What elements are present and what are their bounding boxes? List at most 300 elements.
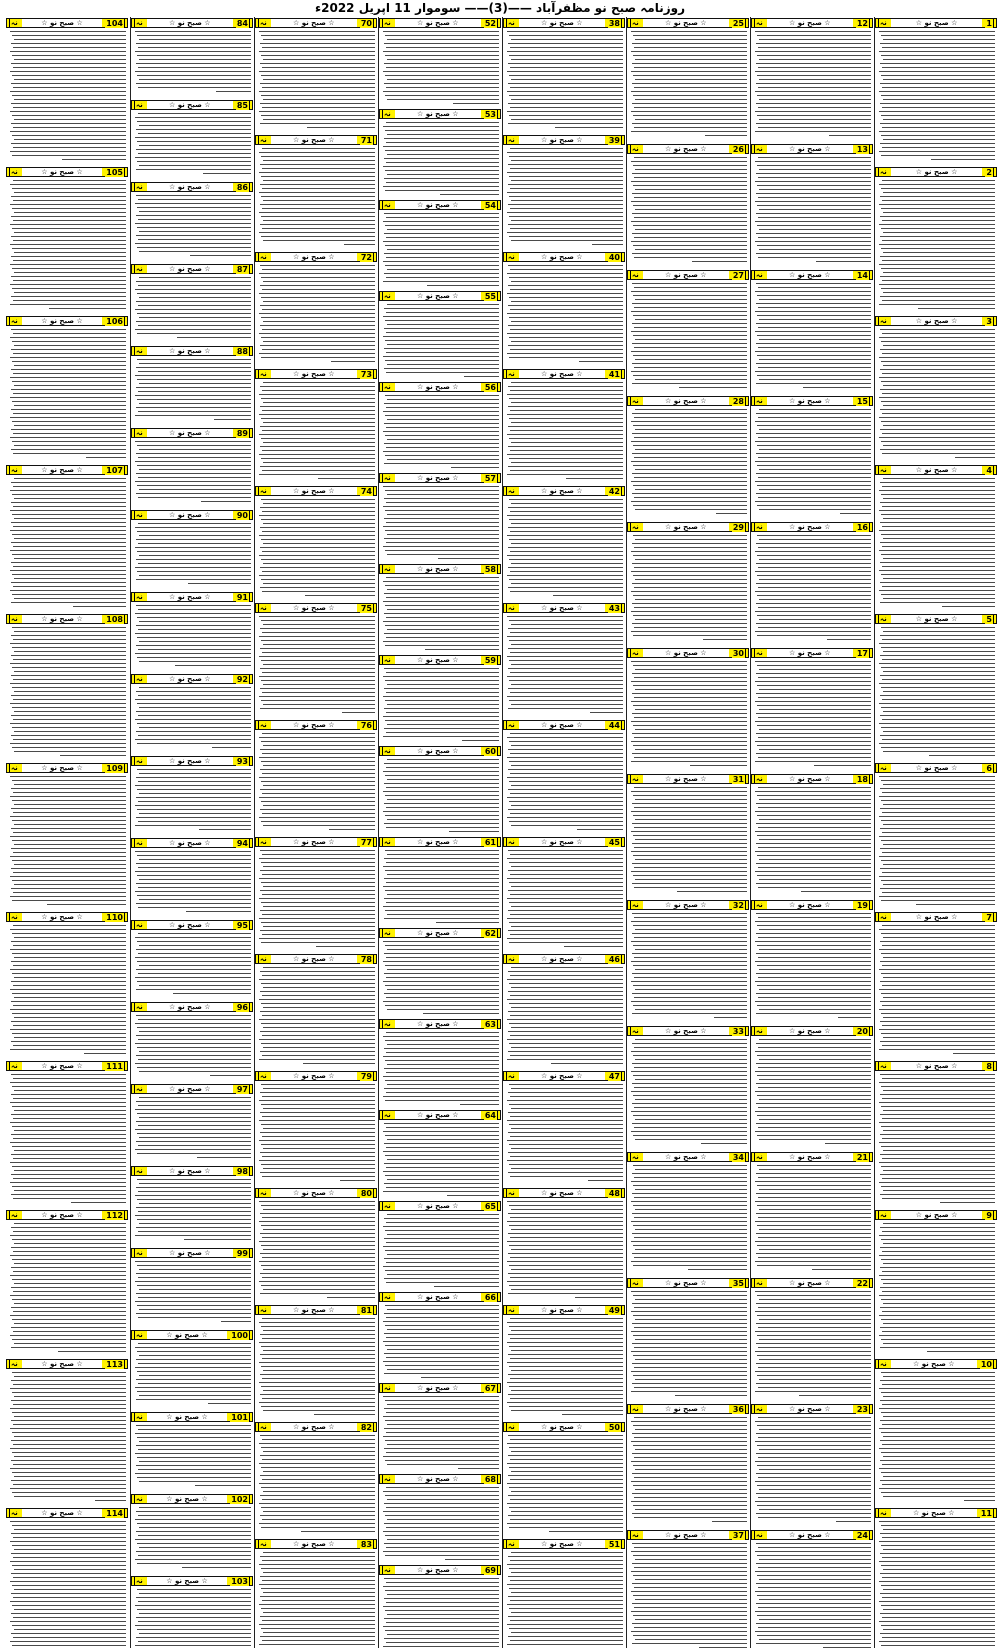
- text-line: [881, 647, 995, 648]
- text-line: [262, 329, 375, 330]
- notice-number: 107: [106, 465, 123, 475]
- notice-block: [503, 18, 625, 134]
- text-line: [221, 1321, 251, 1322]
- text-line: [386, 957, 499, 958]
- text-line: [508, 567, 623, 568]
- text-line: [135, 1215, 251, 1216]
- text-line: [758, 1627, 871, 1628]
- text-line: [882, 1251, 995, 1252]
- notice-number: 57: [484, 473, 496, 483]
- notice-header-label: ☆ صبح نو ☆: [643, 901, 729, 909]
- text-line: [263, 765, 375, 766]
- text-line: [387, 1444, 499, 1445]
- text-line: [507, 676, 623, 677]
- text-line: [386, 1622, 499, 1623]
- text-line: [703, 639, 747, 640]
- text-line: [138, 1019, 251, 1020]
- text-line: [260, 224, 375, 225]
- text-line: [10, 836, 126, 837]
- text-line: [756, 1103, 871, 1104]
- text-line: [635, 59, 747, 60]
- notice-text-lines: [255, 848, 377, 950]
- text-line: [758, 87, 871, 88]
- text-line: [138, 87, 251, 88]
- text-line: [14, 445, 126, 446]
- text-line: [759, 1509, 871, 1510]
- text-line: [881, 135, 995, 136]
- text-line: [716, 513, 747, 514]
- text-line: [13, 639, 126, 640]
- text-line: [510, 1580, 623, 1581]
- text-line: [10, 184, 126, 185]
- text-line: [262, 1116, 375, 1117]
- text-line: [263, 1330, 375, 1331]
- text-line: [383, 771, 499, 772]
- text-line: [511, 1330, 623, 1331]
- text-line: [509, 882, 623, 883]
- text-line: [135, 1347, 251, 1348]
- text-line: [756, 123, 871, 124]
- text-line: [881, 1013, 995, 1014]
- text-line: [756, 43, 871, 44]
- text-line: [882, 1098, 995, 1099]
- notice-header: [131, 1248, 253, 1258]
- notice-header: [255, 837, 377, 847]
- text-line: [11, 888, 126, 889]
- text-line: [757, 925, 871, 926]
- text-line: [879, 357, 995, 358]
- text-line: [879, 1581, 995, 1582]
- notice-header: [751, 648, 873, 658]
- text-line: [135, 1453, 251, 1454]
- text-line: [632, 1103, 747, 1104]
- text-line: [880, 522, 995, 523]
- notice-header-label: ☆ صبح نو ☆: [643, 145, 729, 153]
- col-5: [378, 17, 501, 1648]
- text-line: [263, 321, 375, 322]
- text-line: [757, 1335, 871, 1336]
- text-line: [759, 969, 871, 970]
- text-line: [509, 317, 623, 318]
- text-line: [631, 421, 747, 422]
- notice-block: [6, 316, 128, 464]
- text-line: [632, 1453, 747, 1454]
- text-line: [511, 119, 623, 120]
- text-line: [383, 981, 499, 982]
- notice-block: [6, 1210, 128, 1358]
- text-line: [12, 780, 126, 781]
- text-line: [880, 349, 995, 350]
- text-line: [631, 831, 747, 832]
- text-line: [633, 635, 747, 636]
- text-line: [881, 361, 995, 362]
- text-line: [385, 75, 499, 76]
- text-line: [631, 1071, 747, 1072]
- text-line: [136, 1121, 251, 1122]
- notice-number: 81: [360, 1305, 372, 1315]
- text-line: [881, 1186, 995, 1187]
- text-line: [188, 583, 251, 584]
- text-line: [757, 1095, 871, 1096]
- text-line: [14, 99, 126, 100]
- text-line: [11, 429, 126, 430]
- text-line: [633, 355, 747, 356]
- text-line: [635, 379, 747, 380]
- text-line: [757, 1075, 871, 1076]
- text-line: [263, 886, 375, 887]
- text-line: [880, 1480, 995, 1481]
- text-line: [260, 527, 375, 528]
- text-line: [879, 570, 995, 571]
- text-line: [262, 1560, 375, 1561]
- text-line: [385, 1135, 499, 1136]
- notice-block: [379, 1474, 501, 1564]
- text-line: [507, 172, 623, 173]
- text-line: [758, 607, 871, 608]
- notice-header-chip: نہ: [11, 764, 18, 772]
- notice-header-chip: نہ: [384, 292, 391, 300]
- text-line: [509, 337, 623, 338]
- text-line: [756, 1233, 871, 1234]
- text-line: [384, 918, 499, 919]
- notice-header-label: ☆ صبح نو ☆: [767, 1153, 853, 1161]
- text-line: [263, 926, 375, 927]
- notice-header-chip: نہ: [508, 487, 515, 495]
- text-line: [755, 871, 871, 872]
- text-line: [756, 303, 871, 304]
- text-line: [757, 855, 871, 856]
- text-line: [259, 676, 375, 677]
- text-line: [758, 847, 871, 848]
- notice-text-lines: [379, 575, 501, 651]
- text-line: [756, 1543, 871, 1544]
- text-line: [385, 1100, 499, 1101]
- text-line: [881, 534, 995, 535]
- text-line: [383, 221, 499, 222]
- notice-header-label: ☆ صبح نو ☆: [395, 1566, 481, 1574]
- notice-header-chip: نہ: [756, 19, 763, 27]
- text-line: [385, 245, 499, 246]
- text-line: [881, 1432, 995, 1433]
- text-line: [10, 224, 126, 225]
- text-line: [385, 1250, 499, 1251]
- text-line: [755, 1181, 871, 1182]
- notice-text-lines: [379, 302, 501, 378]
- text-line: [137, 399, 251, 400]
- text-line: [879, 1049, 995, 1050]
- text-line: [507, 1362, 623, 1363]
- text-line: [507, 1039, 623, 1040]
- notice-header-label: ☆ صبح نو ☆: [395, 1475, 481, 1483]
- notice-header: [131, 1330, 253, 1340]
- notice-header-label: ☆ صبح نو ☆: [147, 1577, 228, 1585]
- text-line: [756, 753, 871, 754]
- notice-block: [6, 614, 128, 762]
- text-line: [758, 547, 871, 548]
- notice-header-chip: نہ: [136, 19, 143, 27]
- notice-block: [131, 346, 253, 427]
- text-line: [927, 1351, 995, 1352]
- text-line: [387, 589, 499, 590]
- text-line: [259, 172, 375, 173]
- text-line: [387, 1404, 499, 1405]
- text-line: [135, 223, 251, 224]
- text-line: [260, 688, 375, 689]
- notice-block: [379, 473, 501, 563]
- notice-block: [627, 1530, 749, 1648]
- text-line: [260, 123, 375, 124]
- text-line: [263, 1350, 375, 1351]
- text-line: [135, 375, 251, 376]
- notice-number: 95: [236, 920, 248, 930]
- notice-header-label: ☆ صبح نو ☆: [767, 19, 853, 27]
- text-line: [261, 1164, 375, 1165]
- text-line: [511, 442, 623, 443]
- text-line: [879, 703, 995, 704]
- text-line: [509, 1406, 623, 1407]
- notice-header-chip: نہ: [260, 1540, 267, 1548]
- text-line: [509, 1245, 623, 1246]
- text-line: [10, 1388, 126, 1389]
- text-line: [507, 333, 623, 334]
- text-line: [508, 184, 623, 185]
- text-line: [882, 1617, 995, 1618]
- text-line: [386, 312, 499, 313]
- text-line: [509, 458, 623, 459]
- text-line: [511, 1390, 623, 1391]
- text-line: [757, 335, 871, 336]
- text-line: [755, 921, 871, 922]
- notice-text-lines: [379, 1576, 501, 1648]
- text-line: [633, 335, 747, 336]
- notice-header: [131, 1576, 253, 1586]
- text-line: [331, 361, 375, 362]
- text-line: [259, 1160, 375, 1161]
- notice-header: [379, 837, 501, 847]
- text-line: [259, 1483, 375, 1484]
- text-line: [259, 1624, 375, 1625]
- text-line: [259, 1362, 375, 1363]
- text-line: [633, 705, 747, 706]
- text-line: [12, 1645, 126, 1646]
- notice-header: [503, 369, 625, 379]
- text-line: [882, 280, 995, 281]
- text-line: [879, 663, 995, 664]
- text-line: [634, 1177, 747, 1178]
- notice-header-label: ☆ صبح نو ☆: [271, 136, 357, 144]
- notice-number: 28: [732, 396, 744, 406]
- text-line: [138, 239, 251, 240]
- text-line: [882, 433, 995, 434]
- text-line: [261, 1285, 375, 1286]
- text-line: [756, 1583, 871, 1584]
- text-line: [12, 880, 126, 881]
- notice-header-chip: نہ: [136, 1085, 143, 1093]
- text-line: [883, 365, 995, 366]
- text-line: [509, 741, 623, 742]
- text-line: [262, 571, 375, 572]
- text-line: [759, 749, 871, 750]
- text-line: [759, 1619, 871, 1620]
- notice-header: [751, 1404, 873, 1414]
- notice-header: [255, 1422, 377, 1432]
- text-line: [383, 1131, 499, 1132]
- text-line: [135, 395, 251, 396]
- text-line: [510, 309, 623, 310]
- text-line: [11, 449, 126, 450]
- notice-header: [379, 655, 501, 665]
- text-line: [631, 311, 747, 312]
- text-line: [511, 1552, 623, 1553]
- text-line: [260, 769, 375, 770]
- text-line: [137, 1047, 251, 1048]
- text-line: [758, 217, 871, 218]
- text-line: [137, 1523, 251, 1524]
- text-line: [881, 1319, 995, 1320]
- text-line: [879, 969, 995, 970]
- text-line: [509, 660, 623, 661]
- text-line: [631, 571, 747, 572]
- text-line: [701, 1143, 747, 1144]
- text-line: [759, 379, 871, 380]
- text-line: [263, 1612, 375, 1613]
- notice-header-label: ☆ صبح نو ☆: [767, 649, 853, 657]
- notice-header-chip: نہ: [11, 615, 18, 623]
- text-line: [883, 1263, 995, 1264]
- text-line: [263, 1108, 375, 1109]
- text-line: [10, 1315, 126, 1316]
- text-line: [507, 474, 623, 475]
- text-line: [883, 864, 995, 865]
- text-line: [510, 1398, 623, 1399]
- notice-header: [379, 473, 501, 483]
- text-line: [14, 385, 126, 386]
- text-line: [13, 892, 126, 893]
- text-line: [634, 367, 747, 368]
- text-line: [757, 505, 871, 506]
- notice-header-chip: نہ: [136, 593, 143, 601]
- text-line: [262, 349, 375, 350]
- text-line: [635, 1429, 747, 1430]
- text-line: [759, 339, 871, 340]
- notice-number: 15: [856, 396, 868, 406]
- text-line: [386, 522, 499, 523]
- text-line: [755, 181, 871, 182]
- text-line: [383, 621, 499, 622]
- text-line: [511, 1612, 623, 1613]
- notice-number: 80: [360, 1188, 372, 1198]
- text-line: [759, 319, 871, 320]
- text-line: [259, 91, 375, 92]
- text-line: [635, 669, 747, 670]
- text-line: [384, 1163, 499, 1164]
- text-line: [10, 1408, 126, 1409]
- text-line: [564, 946, 623, 947]
- text-line: [262, 1176, 375, 1177]
- text-line: [757, 165, 871, 166]
- text-line: [259, 938, 375, 939]
- text-line: [259, 636, 375, 637]
- notice-text-lines: [875, 774, 997, 908]
- text-line: [508, 1112, 623, 1113]
- text-line: [882, 1271, 995, 1272]
- text-line: [880, 828, 995, 829]
- text-line: [631, 91, 747, 92]
- notice-number: 66: [484, 1292, 496, 1302]
- notice-header-label: ☆ صبح نو ☆: [519, 19, 605, 27]
- text-line: [260, 164, 375, 165]
- text-line: [259, 999, 375, 1000]
- text-line: [634, 977, 747, 978]
- notice-header-label: ☆ صبح نو ☆: [891, 1062, 983, 1070]
- text-line: [632, 383, 747, 384]
- text-line: [262, 430, 375, 431]
- text-line: [635, 1079, 747, 1080]
- notice-header-label: ☆ صبح نو ☆: [519, 1423, 605, 1431]
- notice-header-label: ☆ صبح نو ☆: [519, 487, 605, 495]
- text-line: [14, 804, 126, 805]
- text-line: [135, 415, 251, 416]
- text-line: [13, 1384, 126, 1385]
- notice-number: 35: [732, 1278, 744, 1288]
- text-line: [510, 672, 623, 673]
- text-line: [509, 236, 623, 237]
- text-line: [385, 1305, 499, 1306]
- notice-header: [6, 316, 128, 326]
- text-line: [385, 1365, 499, 1366]
- notice-text-lines: [503, 1550, 625, 1648]
- notice-text-lines: [627, 1037, 749, 1148]
- text-line: [883, 425, 995, 426]
- text-line: [508, 1253, 623, 1254]
- text-line: [421, 1377, 499, 1378]
- notice-header-chip: نہ: [632, 1153, 639, 1161]
- notice-text-lines: [6, 1072, 128, 1206]
- text-line: [316, 946, 375, 947]
- text-line: [632, 1173, 747, 1174]
- text-line: [259, 313, 375, 314]
- text-line: [14, 651, 126, 652]
- text-line: [755, 241, 871, 242]
- text-line: [510, 1055, 623, 1056]
- text-line: [756, 1383, 871, 1384]
- text-line: [385, 700, 499, 701]
- notice-header-chip: نہ: [384, 1020, 391, 1028]
- text-line: [511, 1350, 623, 1351]
- text-line: [11, 808, 126, 809]
- text-line: [175, 665, 251, 666]
- text-line: [260, 850, 375, 851]
- text-line: [136, 1207, 251, 1208]
- text-line: [511, 906, 623, 907]
- text-line: [137, 1437, 251, 1438]
- text-line: [387, 1084, 499, 1085]
- text-line: [510, 269, 623, 270]
- notice-block: [503, 603, 625, 719]
- text-line: [137, 293, 251, 294]
- notice-number: 38: [608, 18, 620, 28]
- notice-text-lines: [751, 911, 873, 1022]
- text-line: [14, 212, 126, 213]
- text-line: [635, 1599, 747, 1600]
- text-line: [138, 47, 251, 48]
- notice-text-lines: [751, 1541, 873, 1648]
- text-line: [11, 1533, 126, 1534]
- notice-header-chip: نہ: [632, 901, 639, 909]
- text-line: [635, 1579, 747, 1580]
- text-line: [11, 635, 126, 636]
- text-line: [758, 1477, 871, 1478]
